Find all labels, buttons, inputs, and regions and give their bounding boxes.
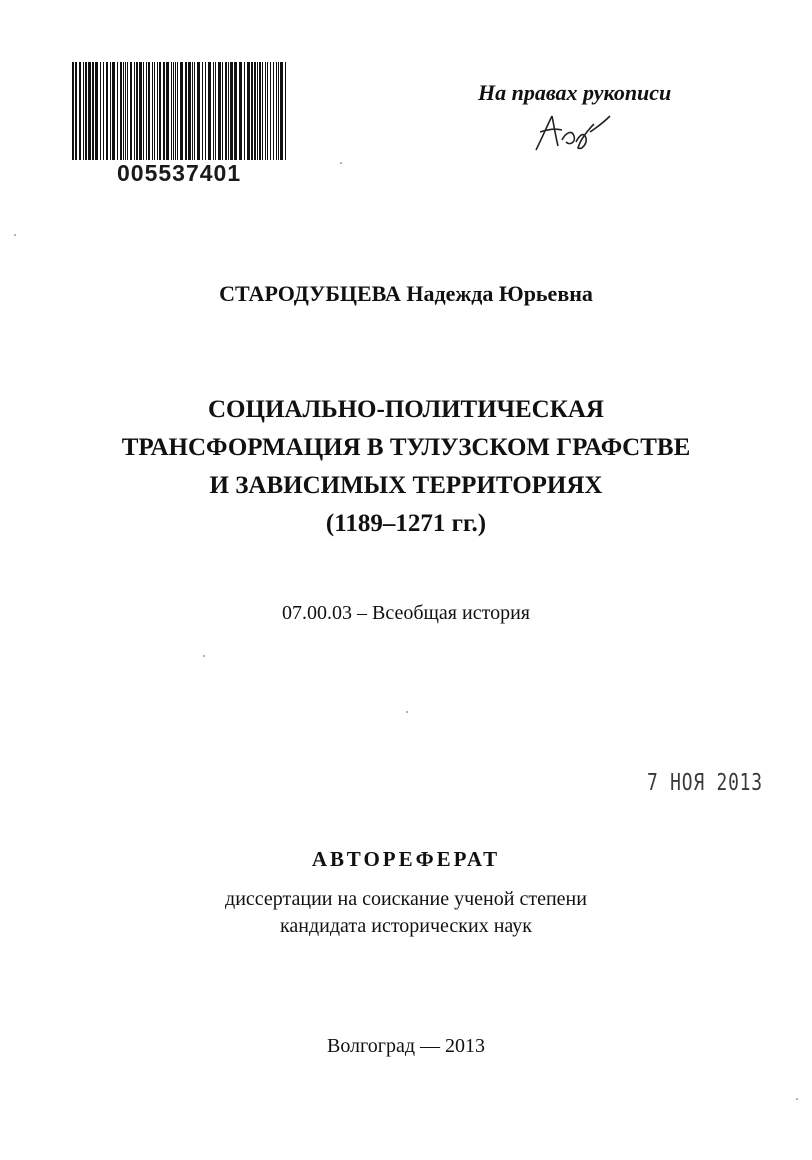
scan-speck: [14, 234, 16, 236]
barcode-bar: [259, 62, 261, 160]
degree-description: [0, 886, 812, 940]
barcode-bar: [228, 62, 229, 160]
barcode-bar: [92, 62, 94, 160]
barcode-bar: [171, 62, 172, 160]
date-stamp: 7 НОЯ 2013: [647, 770, 763, 796]
barcode-bar: [215, 62, 216, 160]
barcode-bar: [194, 62, 195, 160]
scan-speck: [406, 711, 408, 713]
manuscript-rights-label: На правах рукописи: [478, 80, 672, 105]
title-line: ТРАНСФОРМАЦИЯ В ТУЛУЗСКОМ ГРАФСТВЕ: [121, 434, 691, 461]
barcode-bar: [103, 62, 104, 160]
barcode-bar: [257, 62, 258, 160]
barcode-bar: [192, 62, 193, 160]
barcode-bar: [180, 62, 183, 160]
barcode-bar: [157, 62, 158, 160]
barcode-bar: [166, 62, 169, 160]
barcode-bar: [230, 62, 233, 160]
barcode-bar: [273, 62, 274, 160]
barcode-number: 005537401: [117, 160, 242, 186]
barcode-bar: [197, 62, 200, 160]
barcode-bar: [247, 62, 250, 160]
scan-speck: [796, 1098, 798, 1100]
barcode-bar: [222, 62, 223, 160]
barcode-bar: [139, 62, 142, 160]
barcode-bar: [251, 62, 253, 160]
barcode-bar: [134, 62, 135, 160]
barcode-bar: [173, 62, 174, 160]
barcode-bar: [188, 62, 191, 160]
degree-line: кандидата исторических наук: [279, 915, 533, 937]
barcode-bar: [265, 62, 266, 160]
barcode-bar: [208, 62, 211, 160]
barcode-bar: [163, 62, 165, 160]
barcode-bar: [72, 62, 74, 160]
dissertation-title: [0, 391, 812, 543]
barcode-bar: [280, 62, 283, 160]
barcode-bar: [185, 62, 187, 160]
title-line: СОЦИАЛЬНО-ПОЛИТИЧЕСКАЯ: [208, 396, 604, 423]
barcode-bar: [285, 62, 286, 160]
barcode-bar: [148, 62, 150, 160]
author-name: СТАРОДУБЦЕВА Надежда Юрьевна: [219, 281, 593, 306]
barcode-bar: [177, 62, 178, 160]
barcode-bar: [95, 62, 98, 160]
barcode-bar: [267, 62, 268, 160]
specialty-code: 07.00.03 – Всеобщая история: [282, 602, 530, 624]
barcode-image: [72, 62, 290, 164]
barcode-bar: [123, 62, 124, 160]
barcode-bar: [154, 62, 155, 160]
degree-line: диссертации на соискание ученой степени: [225, 888, 587, 910]
barcode-bar: [112, 62, 115, 160]
scan-speck: [340, 162, 342, 164]
barcode-bar: [85, 62, 87, 160]
barcode-bar: [136, 62, 138, 160]
barcode-bar: [234, 62, 237, 160]
handwritten-signature: [532, 110, 612, 156]
title-line: И ЗАВИСИМЫХ ТЕРРИТОРИЯХ: [209, 472, 603, 499]
barcode-bar: [100, 62, 101, 160]
barcode-bar: [254, 62, 256, 160]
barcode-bar: [175, 62, 176, 160]
barcode-bar: [125, 62, 126, 160]
barcode-bar: [110, 62, 111, 160]
barcode-bar: [146, 62, 147, 160]
barcode-bar: [127, 62, 128, 160]
barcode-bar: [270, 62, 271, 160]
title-years: (1189–1271 гг.): [325, 510, 487, 537]
barcode-bar: [152, 62, 153, 160]
barcode-bar: [117, 62, 118, 160]
barcode-bar: [262, 62, 263, 160]
scan-speck: [203, 655, 205, 657]
barcode-bar: [218, 62, 221, 160]
place-and-year: Волгоград — 2013: [326, 1035, 486, 1057]
barcode-bar: [130, 62, 132, 160]
barcode-bar: [278, 62, 279, 160]
barcode-bar: [276, 62, 277, 160]
barcode-bar: [88, 62, 91, 160]
barcode-bar: [159, 62, 161, 160]
barcode-bar: [225, 62, 227, 160]
barcode-bar: [120, 62, 122, 160]
barcode-bar: [143, 62, 144, 160]
barcode-bar: [213, 62, 214, 160]
barcode-bar: [106, 62, 108, 160]
barcode-bar: [75, 62, 77, 160]
barcode-bar: [79, 62, 81, 160]
barcode-bar: [202, 62, 203, 160]
document-type: АВТОРЕФЕРАТ: [311, 847, 501, 871]
barcode-bar: [244, 62, 245, 160]
barcode-bar: [205, 62, 206, 160]
barcode-bar: [239, 62, 242, 160]
barcode-bar: [83, 62, 84, 160]
